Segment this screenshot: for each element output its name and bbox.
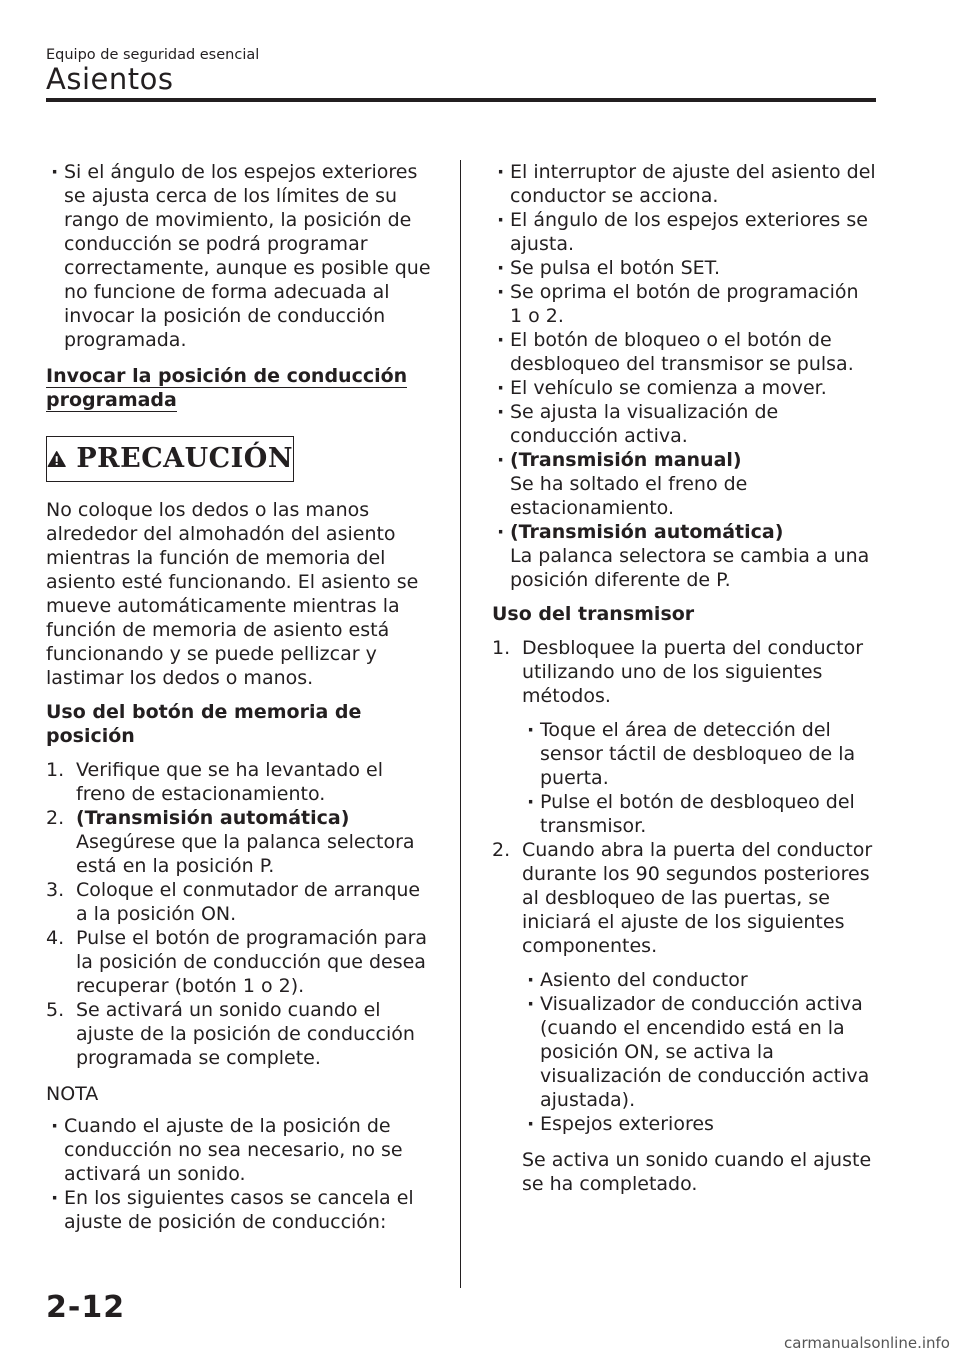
list-item: · Visualizador de conducción activa (cuando el encendido está en la posición ON, se activa la visualización de conducción activa ajustada). <box>522 992 876 1112</box>
page-title: Asientos <box>46 62 174 96</box>
right-column <box>492 160 876 1196</box>
list-item: · En los siguientes casos se cancela el ajuste de posición de conducción: <box>46 1186 436 1234</box>
caution-text: No coloque los dedos o las manos alrededor del almohadón del asiento mientras la función de memoria del asiento esté funcionando. El asiento se mueve automáticamente mientras la función de memoria de asiento está funcionando y se puede pellizcar y lastimar los dedos o manos. <box>46 499 419 689</box>
list-item: · El interruptor de ajuste del asiento del conductor se acciona. <box>492 160 876 208</box>
list-item: 4. Pulse el botón de programación para la posición de conducción que desea recuperar (botón 1 o 2). <box>46 927 428 997</box>
subheading: Uso del transmisor <box>492 603 695 625</box>
header-rule <box>46 98 876 102</box>
page-header <box>46 46 876 96</box>
list-item: 3. Coloque el conmutador de arranque a la posición ON. <box>46 879 421 925</box>
list-item: · Toque el área de detección del sensor táctil de desbloqueo de la puerta. <box>522 718 876 790</box>
subheading: Uso del botón de memoria de posición <box>46 701 362 747</box>
list-item: · (Transmisión automática) La palanca selectora se cambia a una posición diferente de P. <box>492 520 876 592</box>
sub-list <box>492 968 876 1136</box>
list-item: · Espejos exteriores <box>522 1112 876 1136</box>
list-item: · Se pulsa el botón SET. <box>492 256 876 280</box>
list-item: · Se ajusta la visualización de conducción activa. <box>492 400 876 448</box>
list-item: · El ángulo de los espejos exteriores se ajusta. <box>492 208 876 256</box>
list-item: · Se oprima el botón de programación 1 o 2. <box>492 280 876 328</box>
watermark: carmanualsonline.info <box>784 1334 950 1352</box>
note-label: NOTA <box>46 1083 99 1105</box>
column-divider <box>460 160 461 1288</box>
section-heading <box>46 364 436 412</box>
page-number: 2-12 <box>46 1290 126 1325</box>
caution-box <box>46 436 294 482</box>
list-item: 2. Cuando abra la puerta del conductor durante los 90 segundos posteriores al desbloqueo de las puertas, se iniciará el ajuste de los siguientes componentes. <box>492 839 873 957</box>
list-item: · El botón de bloqueo o el botón de desbloqueo del transmisor se pulsa. <box>492 328 876 376</box>
caution-label: PRECAUCIÓN <box>76 443 293 474</box>
list-item: 5. Se activará un sonido cuando el ajuste de la posición de conducción programada se complete. <box>46 999 415 1069</box>
list-item: 1. Verifique que se ha levantado el freno de estacionamiento. <box>46 759 383 805</box>
sub-list <box>492 718 876 838</box>
heading-line-2: programada <box>46 389 177 411</box>
warning-icon <box>47 444 66 474</box>
list-item: 2. (Transmisión automática) Asegúrese que la palanca selectora está en la posición P. <box>46 807 415 877</box>
list-item: · Pulse el botón de desbloqueo del transmisor. <box>522 790 876 838</box>
heading-line-1: Invocar la posición de conducción <box>46 365 408 387</box>
list-item: · Cuando el ajuste de la posición de conducción no sea necesario, no se activará un sonido. <box>46 1114 436 1186</box>
list-item: · El vehículo se comienza a mover. <box>492 376 876 400</box>
left-column <box>46 160 436 1234</box>
list-item: · Si el ángulo de los espejos exteriores se ajusta cerca de los límites de su rango de movimiento, la posición de conducción se podrá programar correctamente, aunque es posible que no funcione de forma adecuada al invocar la posición de conducción programada. <box>46 160 436 352</box>
list-item: · (Transmisión manual) Se ha soltado el freno de estacionamiento. <box>492 448 876 520</box>
list-item: 1. Desbloquee la puerta del conductor utilizando uno de los siguientes métodos. <box>492 637 864 707</box>
section-title: Equipo de seguridad esencial <box>46 47 260 63</box>
list-item: · Asiento del conductor <box>522 968 876 992</box>
closing-text: Se activa un sonido cuando el ajuste se ha completado. <box>522 1149 872 1195</box>
steps-list <box>46 758 436 1070</box>
